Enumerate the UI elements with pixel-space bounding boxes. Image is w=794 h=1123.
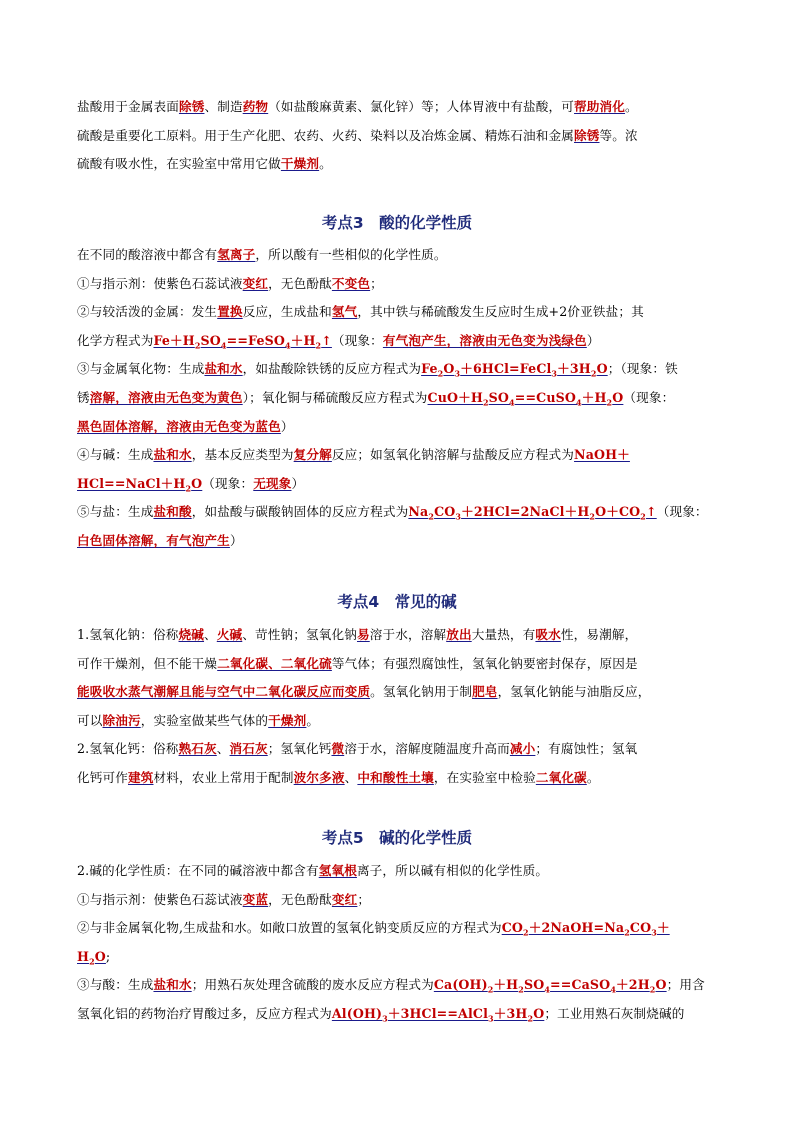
paragraph-line	[77, 498, 717, 527]
answer-blank: 药物	[242, 99, 269, 114]
text: ①与指示剂：使紫色石蕊试液	[77, 275, 243, 291]
paragraph-line	[77, 857, 717, 886]
answer-blank: 吸水	[535, 627, 561, 642]
paragraph-line	[77, 650, 717, 679]
answer-blank: 帮助消化	[574, 99, 626, 114]
paragraph-line	[77, 914, 717, 943]
answer-blank: 氢离子	[217, 247, 256, 262]
text: 2.氢氧化钙：俗称	[77, 741, 179, 757]
text: ）	[291, 475, 305, 491]
text: ⑤与盐：生成	[77, 504, 154, 520]
text: ③与金属氧化物：生成	[77, 361, 205, 377]
equation-caoh2-h2so4: $Ca(OH)_2+H_2SO_4==CaSO_4+2H_2O$	[433, 977, 667, 995]
answer-blank: 盐和水	[153, 447, 192, 463]
paragraph-line	[77, 764, 717, 793]
answer-blank: 干燥剂	[268, 712, 307, 728]
text: 性，易潮解，	[560, 627, 638, 642]
paragraph-line	[77, 971, 717, 1000]
paragraph-line	[77, 93, 717, 122]
text: 氢氧化铝的药物治疗胃酸过多，反应方程式为	[77, 1005, 332, 1021]
paragraph-line	[77, 384, 717, 413]
text: （现象：	[656, 504, 708, 520]
text: ，其中铁与稀硫酸发生反应时生成+2价亚铁盐；其	[357, 304, 644, 320]
text: （现象：	[331, 332, 383, 348]
text: ；	[357, 891, 371, 907]
text: 锈	[77, 389, 90, 405]
text: ，无色酚酞	[268, 275, 332, 291]
text: ；有腐蚀性；氢氧	[535, 741, 638, 757]
text: （现象：	[202, 475, 254, 491]
text: ③与酸：生成	[77, 977, 154, 993]
paragraph-line	[77, 441, 717, 470]
answer-blank: 中和酸性土壤	[357, 769, 434, 785]
text: 、制造	[204, 99, 243, 114]
text: ，基本反应类型为	[191, 447, 294, 463]
answer-blank: 复分解	[293, 447, 332, 463]
paragraph-line	[77, 735, 717, 764]
text: 盐酸用于金属表面	[77, 99, 179, 114]
answer-blank: 放出	[446, 627, 472, 642]
text: ；	[370, 275, 383, 291]
text: ，如盐酸与碳酸钠固体的反应方程式为	[191, 504, 409, 520]
answer-blank: 肥皂	[472, 684, 498, 700]
answer-blank: 消石灰	[229, 741, 268, 757]
text: 可以	[77, 712, 103, 728]
text: ）	[586, 332, 600, 348]
paragraph-line	[77, 298, 717, 327]
text: ，在实验室中检验	[433, 769, 536, 785]
answer-blank: 置换	[217, 304, 243, 320]
answer-blank: 氢氧根	[318, 863, 357, 878]
paragraph-line	[77, 355, 717, 384]
answer-blank: 烧碱	[178, 627, 205, 642]
text: ，无色酚酞	[268, 891, 332, 907]
paragraph-line	[77, 527, 717, 556]
text: （如盐酸麻黄素、氯化锌）等；人体胃液中有盐酸，可	[268, 99, 575, 114]
answer-blank: 无现象	[253, 475, 292, 491]
text: 、	[204, 627, 217, 642]
equation-aloh3-hcl: $Al(OH)_3+3HCl==AlCl_3+3H_2O$	[331, 1005, 545, 1024]
section-heading-5: 考点5 碱的化学性质	[321, 829, 473, 847]
paragraph-line	[77, 241, 717, 270]
text: 在不同的酸溶液中都含有	[77, 247, 218, 262]
text: 反应，生成盐和	[242, 304, 332, 320]
answer-blank: 二氧化碳	[535, 769, 587, 785]
answer-blank: 氢气	[331, 304, 358, 320]
text: ）；氧化铜与稀硫酸反应方程式为	[242, 389, 428, 405]
equation-naoh-hcl-part1: NaOH＋	[574, 447, 630, 463]
text: 。	[625, 99, 638, 114]
text: 、苛性钠；氢氧化钠	[242, 627, 357, 642]
paragraph-line	[77, 270, 717, 299]
answer-blank: 减小	[509, 741, 536, 757]
answer-blank: 变蓝	[242, 891, 269, 907]
text: 溶于水，溶解度随温度升高而	[344, 741, 510, 757]
acid-uses-section	[77, 93, 717, 179]
text: 硫酸是重要化工原料。用于生产化肥、农药、火药、染料以及冶炼金属、精炼石油和金属	[77, 127, 575, 143]
answer-blank: 除锈	[178, 99, 205, 114]
text: 等气体；有强烈腐蚀性，氢氧化钠要密封保存，原因是	[331, 655, 638, 671]
acid-properties-section	[77, 241, 717, 556]
equation-na2co3-hcl: $Na_2CO_3+2HCl=2NaCl+H_2O+CO_2↑$	[408, 504, 657, 522]
text: ;	[105, 948, 111, 964]
text: 、	[344, 769, 358, 785]
answer-blank: 白色固体溶解，有气泡产生	[77, 532, 230, 548]
text: ；用熟石灰处理含硫酸的废水反应方程式为	[191, 977, 434, 993]
answer-blank: 易	[356, 627, 370, 642]
text: ②与非金属氧化物,生成盐和水。如敞口放置的氢氧化钠变质反应的方程式为	[77, 920, 502, 936]
equation-fe2o3-hcl: $Fe_2O_3+6HCl=FeCl_3+3H_2O$	[421, 361, 608, 379]
answer-blank: 建筑	[127, 769, 154, 785]
answer-blank: 微	[331, 741, 345, 757]
answer-blank: 变红	[331, 891, 358, 907]
text: ，如盐酸除铁锈的反应方程式为	[242, 361, 422, 377]
answer-blank: 盐和水	[204, 361, 243, 377]
equation-co2-naoh-part1: $CO_2+2NaOH=Na_2CO_3+$	[501, 920, 670, 938]
text: ，实验室做某些气体的	[140, 712, 269, 728]
paragraph-line	[77, 1000, 717, 1029]
answer-blank: 干燥剂	[280, 156, 320, 172]
text: 。	[586, 769, 600, 785]
equation-fe-h2so4: $Fe+H_2SO_4==FeSO_4+H_2↑$	[153, 332, 332, 351]
answer-blank: 溶解，溶液由无色变为黄色	[89, 389, 243, 405]
paragraph-line	[77, 470, 717, 499]
answer-blank: 除油污	[102, 712, 141, 728]
answer-blank: 变红	[242, 275, 269, 291]
paragraph-line	[77, 122, 717, 151]
paragraph-line	[77, 707, 717, 736]
answer-blank: 波尔多液	[293, 769, 345, 785]
text: 反应；如氢氧化钠溶解与盐酸反应方程式为	[331, 447, 575, 463]
text: 。	[319, 156, 332, 172]
text: 材料，农业上常用于配制	[153, 769, 294, 785]
text: 溶于水，溶解	[369, 627, 447, 642]
answer-blank: 能吸收水蒸气潮解且能与空气中二氧化碳反应而变质	[77, 684, 371, 700]
answer-blank: 熟石灰	[178, 741, 217, 757]
paragraph-line	[77, 150, 717, 179]
answer-blank: 火碱	[216, 627, 243, 642]
section-heading-3: 考点3 酸的化学性质	[321, 214, 473, 232]
common-bases-section	[77, 621, 717, 793]
text: 。	[306, 712, 320, 728]
text: ）	[280, 418, 294, 434]
text: ，所以酸有一些相似的化学性质。	[255, 247, 447, 262]
equation-cuo-h2so4: $CuO+H_2SO_4==CuSO_4+H_2O$	[427, 389, 624, 408]
paragraph-line	[77, 886, 717, 915]
paragraph-line	[77, 413, 717, 442]
equation-naoh-hcl-part2: $HCl==NaCl+H_2O$	[77, 475, 203, 494]
paragraph-line	[77, 621, 717, 650]
text: 等。浓	[599, 127, 638, 143]
text: 可作干燥剂，但不能干燥	[77, 655, 218, 671]
answer-blank: 黑色固体溶解，溶液由无色变为蓝色	[77, 418, 281, 434]
text: 化学方程式为	[77, 332, 154, 348]
text: 离子，所以碱有相似的化学性质。	[356, 863, 549, 878]
text: ②与较活泼的金属：发生	[77, 304, 218, 320]
answer-blank: 除锈	[574, 127, 600, 143]
text: ）	[229, 532, 243, 548]
section-heading-4: 考点4 常见的碱	[337, 593, 457, 611]
text: 大量热，有	[471, 627, 536, 642]
base-properties-section	[77, 857, 717, 1029]
answer-blank: 盐和水	[153, 977, 192, 993]
equation-co2-naoh-part2: $H_2O$	[77, 948, 106, 967]
text: ；氢氧化钙	[267, 741, 332, 757]
text: ④与碱：生成	[77, 447, 154, 463]
paragraph-line	[77, 327, 717, 356]
text: 化钙可作	[77, 769, 128, 785]
paragraph-line	[77, 943, 717, 972]
text: ①与指示剂：使紫色石蕊试液	[77, 891, 243, 907]
paragraph-line	[77, 678, 717, 707]
text: 硫酸有吸水性，在实验室中常用它做	[77, 156, 281, 172]
text: ；工业用熟石灰制烧碱的	[544, 1005, 685, 1021]
text: 。氢氧化钠用于制	[370, 684, 473, 700]
text: 1.氢氧化钠：俗称	[77, 627, 179, 642]
answer-blank: 二氧化碳、二氧化硫	[217, 655, 332, 671]
text: ，氢氧化钠能与油脂反应，	[497, 684, 651, 700]
text: 、	[216, 741, 230, 757]
text: （现象：	[623, 389, 675, 405]
text: ；（现象：铁	[607, 361, 678, 377]
text: ；用含	[666, 977, 705, 993]
text: 2.碱的化学性质：在不同的碱溶液中都含有	[77, 863, 319, 878]
answer-blank: 盐和酸	[153, 504, 192, 520]
answer-blank: 不变色	[331, 275, 371, 291]
answer-blank: 有气泡产生，溶液由无色变为浅绿色	[382, 332, 587, 348]
